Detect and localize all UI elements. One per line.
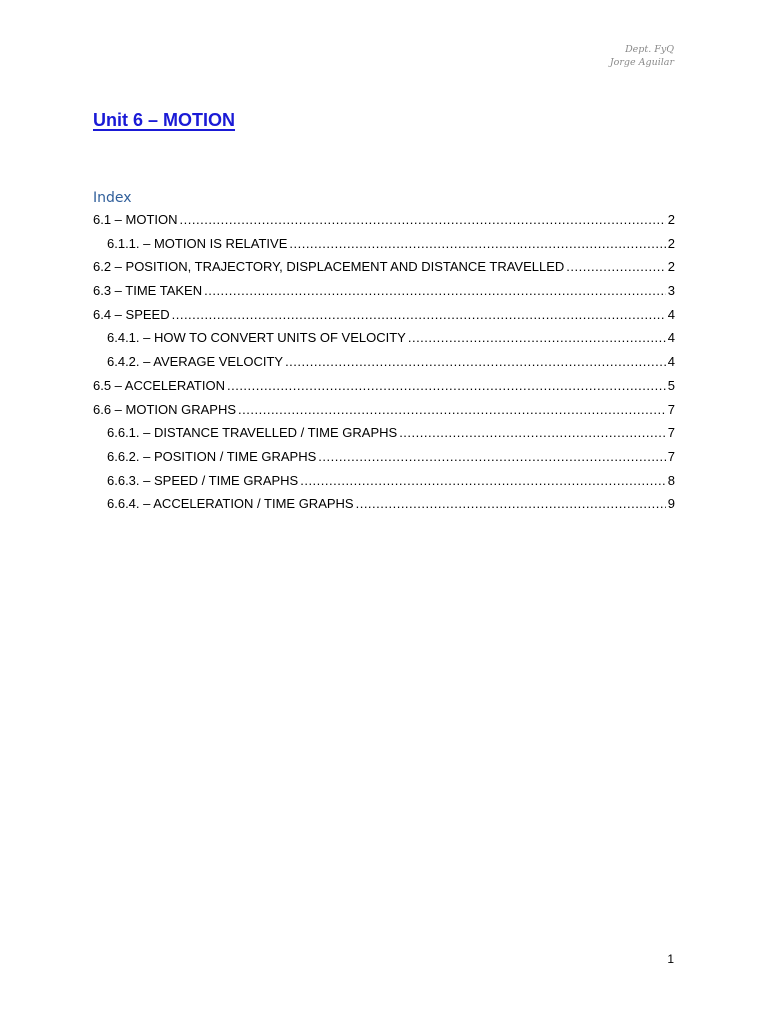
toc-entry[interactable] <box>93 281 675 305</box>
toc-entry-page: 4 <box>667 354 675 370</box>
toc-entry-page: 7 <box>667 448 675 464</box>
toc-entry-label: 6.1.1. – MOTION IS RELATIVE <box>107 235 288 251</box>
page-header <box>610 43 674 69</box>
toc-entry-page: 4 <box>667 306 675 322</box>
toc-dot-leader <box>300 471 666 491</box>
toc-dot-leader <box>180 210 666 230</box>
toc-entry[interactable] <box>93 447 675 471</box>
toc-entry[interactable] <box>93 423 675 447</box>
toc-dot-leader <box>289 234 665 254</box>
toc-entry-page: 2 <box>667 259 675 275</box>
index-heading: Index <box>93 190 132 206</box>
toc-entry-label: 6.2 – POSITION, TRAJECTORY, DISPLACEMENT AND DISTANCE TRAVELLED <box>93 259 565 275</box>
table-of-contents <box>93 210 675 518</box>
toc-entry-label: 6.6.4. – ACCELERATION / TIME GRAPHS <box>107 496 354 512</box>
toc-entry-page: 7 <box>667 425 675 441</box>
toc-entry-label: 6.1 – MOTION <box>93 212 178 227</box>
toc-entry-page: 2 <box>667 235 675 251</box>
toc-entry-page: 2 <box>667 212 675 227</box>
toc-entry[interactable] <box>93 305 675 329</box>
page-number: 1 <box>667 952 674 966</box>
toc-entry-label: 6.3 – TIME TAKEN <box>93 283 203 299</box>
toc-entry[interactable] <box>93 210 675 234</box>
toc-entry-label: 6.4 – SPEED <box>93 306 170 322</box>
toc-entry-page: 4 <box>667 330 675 346</box>
toc-entry-page: 7 <box>667 401 675 417</box>
toc-entry-label: 6.4.2. – AVERAGE VELOCITY <box>107 354 284 370</box>
toc-entry-page: 5 <box>667 377 675 393</box>
toc-entry-label: 6.5 – ACCELERATION <box>93 377 225 393</box>
toc-entry-label: 6.6.3. – SPEED / TIME GRAPHS <box>107 472 299 488</box>
toc-entry[interactable] <box>93 257 675 281</box>
header-dept: Dept. FyQ <box>625 44 674 55</box>
toc-entry-page: 9 <box>667 496 675 512</box>
toc-dot-leader <box>285 352 666 372</box>
toc-entry-label: 6.6.2. – POSITION / TIME GRAPHS <box>107 448 317 464</box>
toc-entry-page: 8 <box>667 472 675 488</box>
toc-dot-leader <box>566 257 665 277</box>
toc-entry[interactable] <box>93 376 675 400</box>
toc-dot-leader <box>204 281 666 301</box>
unit-title-link[interactable]: Unit 6 – MOTION <box>93 110 236 130</box>
toc-entry-page: 3 <box>667 283 675 299</box>
toc-entry[interactable] <box>93 234 675 258</box>
toc-entry-label: 6.6.1. – DISTANCE TRAVELLED / TIME GRAPHS <box>107 425 398 441</box>
toc-entry[interactable] <box>93 494 675 518</box>
toc-dot-leader <box>408 328 666 348</box>
toc-entry-label: 6.6 – MOTION GRAPHS <box>93 401 237 417</box>
toc-entry[interactable] <box>93 400 675 424</box>
toc-dot-leader <box>318 447 666 467</box>
toc-dot-leader <box>399 423 666 443</box>
toc-dot-leader <box>356 494 666 514</box>
toc-dot-leader <box>227 376 666 396</box>
toc-dot-leader <box>238 400 666 420</box>
toc-entry[interactable] <box>93 328 675 352</box>
header-author: Jorge Aguilar <box>609 57 674 68</box>
toc-dot-leader <box>172 305 666 325</box>
toc-entry[interactable] <box>93 471 675 495</box>
toc-entry-label: 6.4.1. – HOW TO CONVERT UNITS OF VELOCITY <box>107 330 406 346</box>
toc-entry[interactable] <box>93 352 675 376</box>
